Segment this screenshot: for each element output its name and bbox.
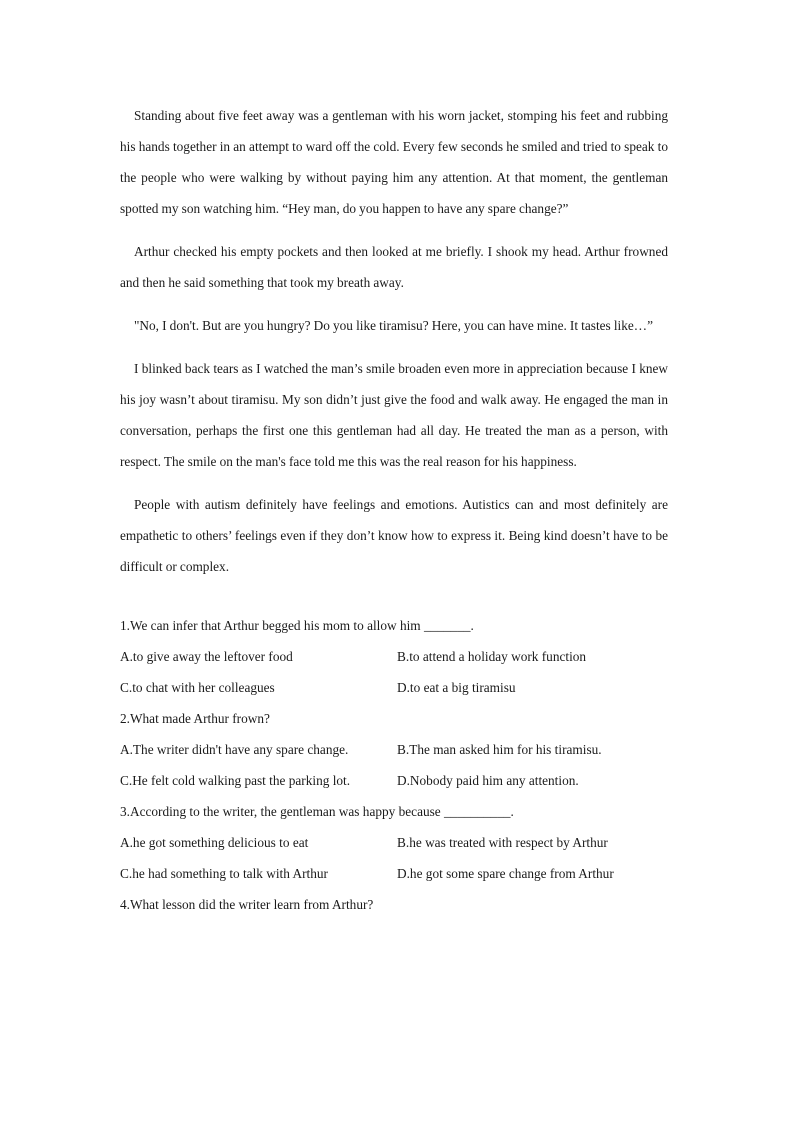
document-page	[120, 100, 668, 920]
option-d: D.to eat a big tiramisu	[397, 680, 516, 695]
option-row	[120, 672, 668, 703]
question-stem: 1.We can infer that Arthur begged his mom to allow him _______.	[120, 618, 474, 633]
option-row	[120, 827, 668, 858]
option-b: B.to attend a holiday work function	[397, 649, 587, 664]
option-a: A.to give away the leftover food	[120, 649, 293, 664]
option-d: D.he got some spare change from Arthur	[397, 866, 614, 881]
option-c: C.he had something to talk with Arthur	[120, 866, 328, 881]
option-row	[120, 765, 668, 796]
passage-paragraph-2: Arthur checked his empty pockets and then looked at me briefly. I shook my head. Arthur frowned and then he said something that took my breath away.	[120, 244, 668, 290]
option-b: B.The man asked him for his tiramisu.	[397, 742, 602, 757]
passage-paragraph-3: "No, I don't. But are you hungry? Do you like tiramisu? Here, you can have mine. It tastes like…”	[134, 318, 653, 333]
question-3	[120, 796, 668, 889]
passage-paragraph-4: I blinked back tears as I watched the man’s smile broaden even more in appreciation because I knew his joy wasn’t about tiramisu. My son didn’t just give the food and walk away. He engaged the man in conversation, perhaps the first one this gentleman had all day. He treated the man as a person, with respect. The smile on the man's face told me this was the real reason for his happiness.	[120, 361, 668, 469]
option-c: C.to chat with her colleagues	[120, 680, 275, 695]
question-2	[120, 703, 668, 796]
reading-passage	[120, 100, 668, 582]
question-stem: 4.What lesson did the writer learn from Arthur?	[120, 897, 374, 912]
option-row	[120, 734, 668, 765]
option-row	[120, 858, 668, 889]
option-b: B.he was treated with respect by Arthur	[397, 835, 608, 850]
option-row	[120, 641, 668, 672]
option-d: D.Nobody paid him any attention.	[397, 773, 579, 788]
question-stem: 3.According to the writer, the gentleman was happy because __________.	[120, 804, 514, 819]
option-a: A.he got something delicious to eat	[120, 835, 309, 850]
question-stem: 2.What made Arthur frown?	[120, 711, 270, 726]
option-c: C.He felt cold walking past the parking lot.	[120, 773, 351, 788]
question-4	[120, 889, 668, 920]
passage-paragraph-5: People with autism definitely have feelings and emotions. Autistics can and most definitely are empathetic to others’ feelings even if they don’t know how to express it. Being kind doesn’t have to be difficult or complex.	[120, 497, 668, 574]
question-1	[120, 610, 668, 703]
passage-paragraph-1: Standing about five feet away was a gentleman with his worn jacket, stomping his feet and rubbing his hands together in an attempt to ward off the cold. Every few seconds he smiled and tried to speak to the people who were walking by without paying him any attention. At that moment, the gentleman spotted my son watching him. “Hey man, do you happen to have any spare change?”	[120, 108, 668, 216]
option-a: A.The writer didn't have any spare change.	[120, 742, 349, 757]
